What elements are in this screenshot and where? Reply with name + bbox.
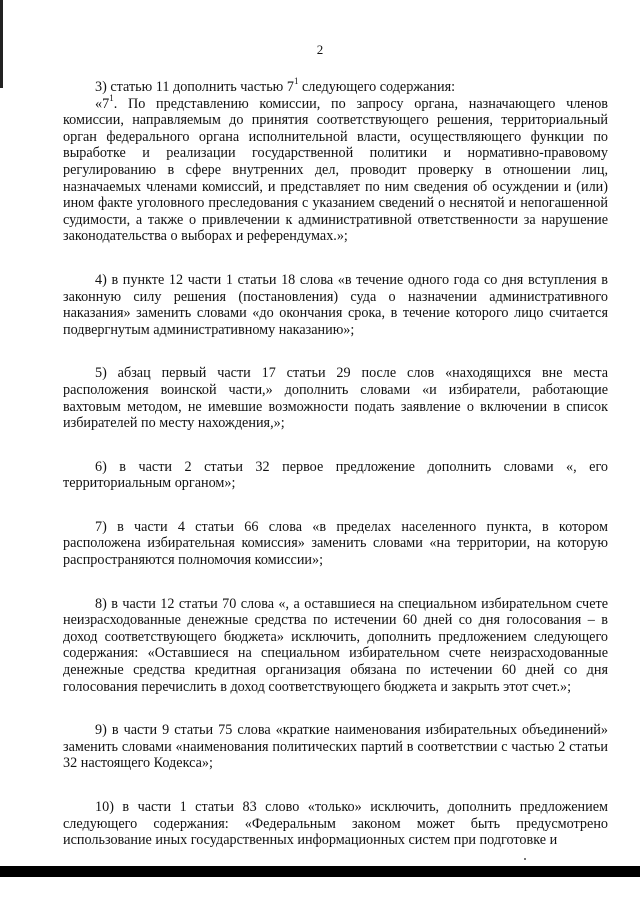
document-body	[63, 76, 608, 849]
amendment-item-5: 5) абзац первый части 17 статьи 29 после слов «находящихся вне места расположения воинской части,» дополнить словами «и избиратели, работающие вахтовым методом, не имевшие возможности подать заявление о включении в список избирателей по месту нахождения,»;	[63, 365, 608, 432]
amendment-item-10: 10) в части 1 статьи 83 слово «только» исключить, дополнить предложением следующего содержания: «Федеральным законом может быть предусмотрено использование иных государственных информационных систем при подготовке и	[63, 799, 608, 849]
amendment-item-7: 7) в части 4 статьи 66 слова «в пределах населенного пункта, в котором расположена избирательная комиссия» заменить словами «на территории, на которую распространяются полномочия комиссии»;	[63, 518, 608, 569]
item-3-lead: 3) статью 11 дополнить частью 7	[95, 79, 294, 95]
item-3-sup-1: 1	[293, 76, 299, 87]
page-number: 2	[316, 42, 324, 57]
amendment-item-4: 4) в пункте 12 части 1 статьи 18 слова «в течение одного года со дня вступления в законную силу решения (постановления) суда о назначении административного наказания» заменить словами «до окончания срока, в течение которого лицо считается подвергнутым административному наказанию»;	[63, 271, 608, 338]
amendment-item-8: 8) в части 12 статьи 70 слова «, а оставшиеся на специальном избирательном счете неизрасходованные денежные средства по истечении 60 дней со дня голосования – в доход соответствующего бюджета» исключить, дополнить предложением следующего содержания: «Оставшиеся на специальном избирательном счете неизрасходованные денежные средства кредитная организация обязана по истечении 60 дней со дня голосования перечислить в доход соответствующего бюджета и закрыть этот счет.»;	[63, 595, 608, 695]
item-3-lead-tail: следующего содержания:	[298, 79, 456, 95]
item-3-body: . По представлению комиссии, по запросу органа, назначающего членов комиссии, направляемым до принятия соответствующего решения, территориальный орган федерального органа исполнительной власти, осуществляющего функции по выработке и реализации государственной политики и нормативно-правовому регулированию в сфере внутренних дел, проводит проверку в отношении лиц, назначаемых членами комиссий, и представляет по ним сведения об осуждении и (или) ином факте уголовного преследования с указанием сведений о неснятой и непогашенной судимости, а также о привлечении к административной ответственности за нарушение законодательства о выборах и референдумах.»;	[63, 95, 608, 245]
amendment-item-6: 6) в части 2 статьи 32 первое предложение дополнить словами «, его территориальным органом»;	[63, 458, 608, 492]
item-3-sup-2: 1	[109, 92, 114, 103]
amendment-item-3	[63, 76, 608, 245]
amendment-item-9: 9) в части 9 статьи 75 слова «краткие наименования избирательных объединений» заменить словами «наименования политических партий в соответствии с частью 2 статьи 32 настоящего Кодекса»;	[63, 722, 608, 772]
item-3-quote-open: «7	[95, 95, 110, 112]
scan-bottom-bar	[0, 866, 640, 877]
scan-speck	[524, 858, 526, 860]
